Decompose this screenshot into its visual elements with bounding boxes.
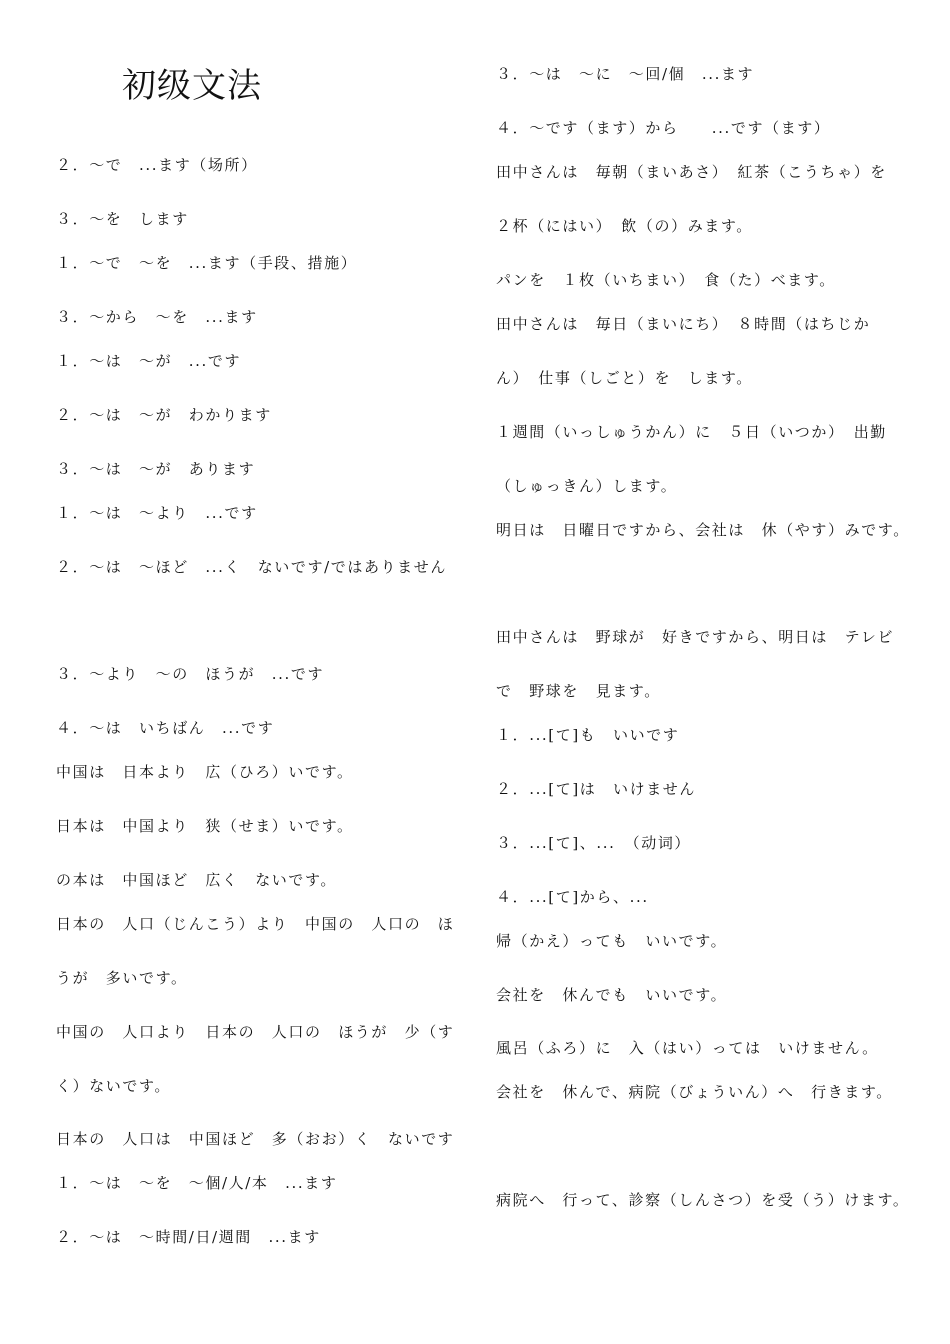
text-line: ２．～は ～時間/日/週間 ...ます <box>56 1228 321 1246</box>
text-line: 明日は 日曜日ですから、会社は 休（やす）みです。 <box>496 521 910 539</box>
text-line: パンを １枚（いちまい） 食（た）べます。 <box>496 271 836 289</box>
text-line: く）ないです。 <box>56 1077 172 1095</box>
text-line: １．...[て]も いいです <box>496 726 680 744</box>
text-line: １．～は ～より ...です <box>56 504 258 522</box>
text-line: （しゅっきん）します。 <box>496 477 678 495</box>
text-line: 中国の 人口より 日本の 人口の ほうが 少（す <box>56 1023 455 1041</box>
page-title: 初级文法 <box>122 66 262 106</box>
text-line: ３．～は ～に ～回/個 ...ます <box>496 65 755 83</box>
text-line: 帰（かえ）っても いいです。 <box>496 932 728 950</box>
text-line: ２．～で ...ます（场所） <box>56 156 258 174</box>
text-line: ３．～より ～の ほうが ...です <box>56 665 325 683</box>
text-line: ん） 仕事（しごと）を します。 <box>496 369 753 387</box>
text-line: １週間（いっしゅうかん）に ５日（いつか） 出勤 <box>496 423 887 441</box>
text-line: 中国は 日本より 広（ひろ）いです。 <box>56 763 354 781</box>
text-line: ３．～は ～が あります <box>56 460 256 478</box>
text-line: １．～で ～を ...ます（手段、措施） <box>56 254 358 272</box>
text-line: ４．～は いちばん ...です <box>56 719 275 737</box>
text-line: 日本の 人口は 中国ほど 多（おお）く ないです <box>56 1130 455 1148</box>
text-line: ２杯（にはい） 飲（の）みます。 <box>496 217 753 235</box>
text-line: 日本は 中国より 狭（せま）いです。 <box>56 817 354 835</box>
text-line: で 野球を 見ます。 <box>496 682 661 700</box>
text-line: ３．～を します <box>56 210 189 228</box>
text-line: １．～は ～が ...です <box>56 352 242 370</box>
text-line: 会社を 休んで、病院（びょういん）へ 行きます。 <box>496 1083 893 1101</box>
text-line: 会社を 休んでも いいです。 <box>496 986 728 1004</box>
text-line: 田中さんは 毎日（まいにち） ８時間（はちじか <box>496 315 871 333</box>
text-line: の本は 中国ほど 広く ないです。 <box>56 871 338 889</box>
text-line: 田中さんは 毎朝（まいあさ） 紅茶（こうちゃ）を <box>496 163 887 181</box>
text-line: 病院へ 行って、診察（しんさつ）を受（う）けます。 <box>496 1191 910 1209</box>
text-line: 日本の 人口（じんこう）より 中国の 人口の ほ <box>56 915 455 933</box>
text-line: 風呂（ふろ）に 入（はい）っては いけません。 <box>496 1039 879 1057</box>
text-line: ３．～から ～を ...ます <box>56 308 258 326</box>
text-line: ４．...[て]から、... <box>496 888 649 906</box>
text-line: １．～は ～を ～個/人/本 ...ます <box>56 1174 338 1192</box>
text-line: 田中さんは 野球が 好きですから、明日は テレビ <box>496 628 895 646</box>
text-line: ４．～です（ます）から ...です（ます） <box>496 119 831 137</box>
text-line: うが 多いです。 <box>56 969 188 987</box>
text-line: ２．...[て]は いけません <box>496 780 697 798</box>
text-line: ２．～は ～が わかります <box>56 406 272 424</box>
text-line: ３．...[て]、... （动词） <box>496 834 692 852</box>
text-line: ２．～は ～ほど ...く ないです/ではありません <box>56 558 447 576</box>
